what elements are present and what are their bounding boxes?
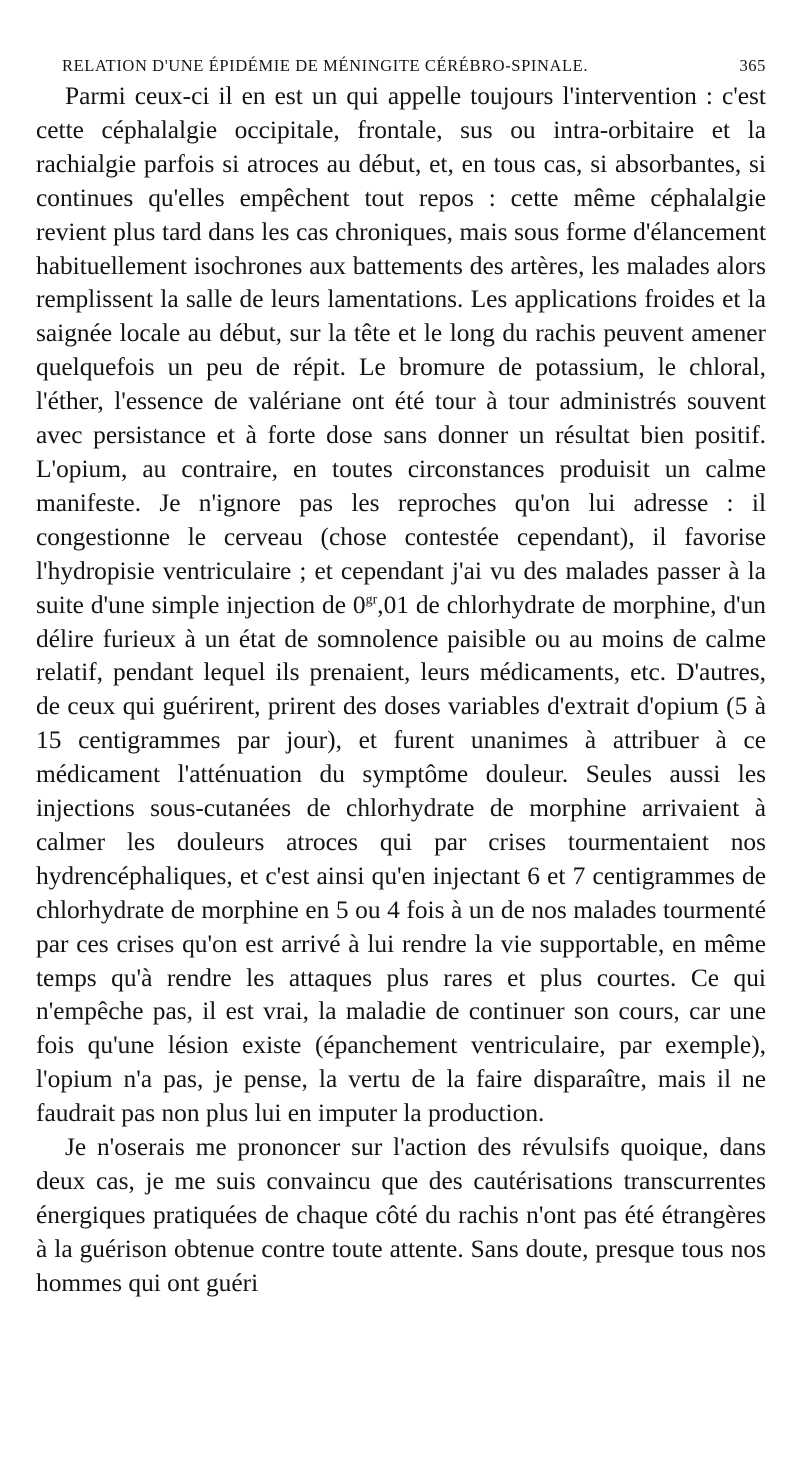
- page-number: 365: [739, 56, 766, 75]
- text-run: Je n'oserais me prononcer sur l'action des révulsifs quoique, dans deux cas, je me suis convaincu que des cautérisations transcurrentes énergiques pratiquées de chaque côté du rachis n'ont pas été étrangères à la guérison obtenue contre toute attente. Sans doute, presque tous nos hommes qui ont guéri: [36, 1133, 766, 1297]
- running-title: RELATION D'UNE ÉPIDÉMIE DE MÉNINGITE CÉRÉBRO-SPINALE.: [62, 56, 589, 75]
- grams-superscript: gr: [365, 592, 378, 608]
- paragraph-revulsives: [36, 1131, 766, 1301]
- text-run: Parmi ceux-ci il en est un qui appelle toujours l'intervention : c'est cette céphalalgie occipitale, frontale, sus ou intra-orbitaire et la rachialgie parfois si atroces au début, et, en tous cas, si absorbantes, si continues qu'elles empêchent tout repos : cette même céphalalgie revient plus tard dans les cas chroniques, mais sous forme d'élancement habituellement isochrones aux battements des artères, les malades alors remplissent la salle de leurs lamentations. Les applications froides et la saignée locale au début, sur la tête et le long du rachis peuvent amener quelquefois un peu de répit. Le bromure de potassium, le chloral, l'éther, l'essence de valériane ont été tour à tour administrés souvent avec persistance et à forte dose sans donner un résultat bien positif. L'opium, au contraire, en toutes circonstances produisit un calme manifeste. Je n'ignore pas les reproches qu'on lui adresse : il congestionne le cerveau (chose contestée cependant), il favorise l'hydropisie ventriculaire ; et cependant j'ai vu des malades passer à la suite d'une simple injection de 0: [36, 82, 766, 619]
- text-run: ,01 de chlorhydrate de morphine, d'un délire furieux à un état de somnolence paisible ou au moins de calme relatif, pendant lequel ils prenaient, leurs médicaments, etc. D'autres, de ceux qui guérirent, prirent des doses variables d'extrait d'opium (5 à 15 centigrammes par jour), et furent unanimes à attribuer à ce médicament l'atténuation du symptôme douleur. Seules aussi les injections sous-cutanées de chlorhydrate de morphine arrivaient à calmer les douleurs atroces qui par crises tourmentaient nos hydrencéphaliques, et c'est ainsi qu'en injectant 6 et 7 centigrammes de chlorhydrate de morphine en 5 ou 4 fois à un de nos malades tourmenté par ces crises qu'on est arrivé à lui rendre la vie supportable, en même temps qu'à rendre les attaques plus rares et plus courtes. Ce qui n'empêche pas, il est vrai, la maladie de continuer son cours, car une fois qu'une lésion existe (épanchement ventriculaire, par exemple), l'opium n'a pas, je pense, la vertu de la faire disparaître, mais il ne faudrait pas non plus lui en imputer la production.: [36, 590, 766, 1128]
- body-text: [36, 80, 766, 1301]
- book-page: [36, 46, 766, 1301]
- paragraph-treatment-pain: [36, 80, 766, 1131]
- running-head: [36, 46, 766, 80]
